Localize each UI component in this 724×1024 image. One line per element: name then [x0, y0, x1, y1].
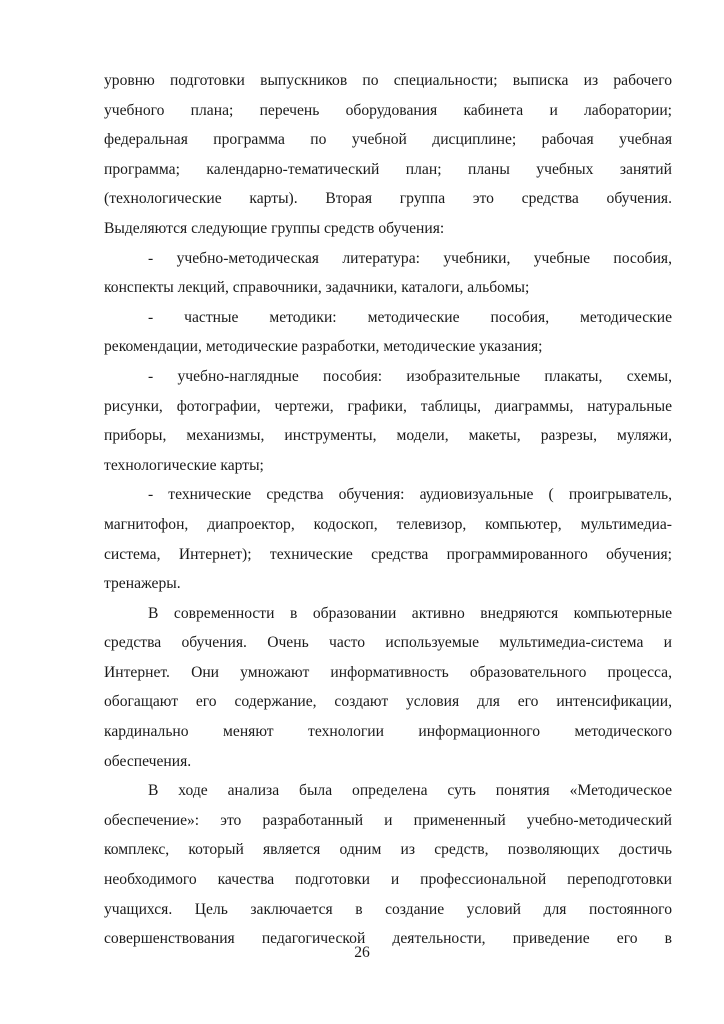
text-line: федеральная программа по учебной дисциплине; рабочая учебная [104, 131, 672, 149]
text-line: учащихся. Цель заключается в создание условий для постоянного [104, 900, 672, 918]
text-line: магнитофон, диапроектор, кодоскоп, телевизор, компьютер, мультимедиа- [104, 515, 672, 533]
text-line: уровню подготовки выпускников по специальности; выписка из рабочего [104, 72, 672, 89]
text-line: технологические карты; [104, 456, 264, 474]
text-line: совершенствования педагогической деятельности, приведение его в [104, 930, 672, 948]
text-line: конспекты лекций, справочники, задачники, каталоги, альбомы; [104, 279, 530, 297]
text-line: система, Интернет); технические средства программированного обучения; [104, 545, 672, 563]
text-line: (технологические карты). Вторая группа это средства обучения. [104, 190, 672, 208]
body-text [104, 66, 672, 954]
text-line: комплекс, который является одним из средств, позволяющих достичь [104, 841, 672, 859]
text-line: обеспечение»: это разработанный и примененный учебно-методический [104, 811, 672, 829]
text-line: необходимого качества подготовки и профессиональной переподготовки [104, 871, 672, 889]
text-line: приборы, механизмы, инструменты, модели, макеты, разрезы, муляжи, [104, 427, 672, 445]
text-line: В ходе анализа была определена суть понятия «Методическое [148, 782, 672, 800]
text-line: рисунки, фотографии, чертежи, графики, таблицы, диаграммы, натуральные [104, 397, 672, 415]
text-line: Выделяются следующие группы средств обучения: [104, 219, 445, 237]
text-line: - учебно-наглядные пособия: изобразительные плакаты, схемы, [148, 367, 672, 385]
text-line: обогащают его содержание, создают условия для его интенсификации, [104, 693, 672, 711]
text-line: средства обучения. Очень часто используемые мультимедиа-система и [104, 634, 672, 652]
text-line: тренажеры. [104, 575, 181, 593]
text-line: кардинально меняют технологии информационного методического [104, 723, 672, 741]
text-line: рекомендации, методические разработки, методические указания; [104, 338, 543, 356]
text-line: учебного плана; перечень оборудования кабинета и лаборатории; [104, 101, 672, 119]
text-line: - учебно-методическая литература: учебники, учебные пособия, [148, 249, 672, 267]
text-line: обеспечения. [104, 752, 192, 770]
text-line: - технические средства обучения: аудиовизуальные ( проигрыватель, [148, 486, 672, 504]
page-number: 26 [354, 944, 370, 961]
text-line: В современности в образовании активно внедряются компьютерные [148, 604, 672, 622]
text-line: Интернет. Они умножают информативность образовательного процесса, [104, 663, 672, 681]
text-line: - частные методики: методические пособия, методические [148, 308, 672, 326]
text-line: программа; календарно-тематический план; планы учебных занятий [104, 160, 672, 178]
